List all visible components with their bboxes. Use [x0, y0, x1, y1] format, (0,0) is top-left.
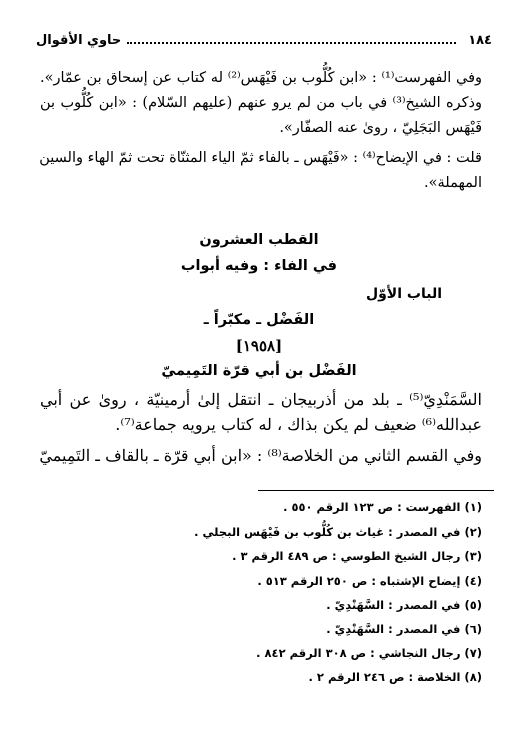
footnote: (٢) في المصدر : غياث بن كُلُّوب بن فَيْهَس البجلي . — [194, 525, 482, 539]
entry-number: [١٩٥٨] — [235, 337, 283, 355]
body-line: وفي القسم الثاني من الخلاصة⁽⁸⁾ : «ابن أبي قرّة ـ بالقاف ـ التَمِيميّ — [39, 446, 482, 465]
body-line: السَّمَنْدِيّ⁽⁵⁾ ـ بلد من أذربيجان ـ انتقل إلىٰ أرمينيّة ، روىٰ عن أبي — [40, 390, 482, 409]
header-leader-dots — [127, 42, 456, 44]
body-line: المهملة». — [424, 175, 482, 191]
body-line: وفي الفهرست⁽¹⁾ : «ابن كُلُّوب بن فَيْهَس⁽²⁾ له كتاب عن إسحاق بن عمّار». — [40, 70, 483, 86]
footnote: (٣) رجال الشيخ الطوسي : ص ٤٨٩ الرقم ٣ . — [232, 549, 482, 563]
body-line: وذكره الشيخ⁽³⁾ في باب من لم يرو عنهم (عليهم السّلام) : «ابن كُلُّوب بن — [40, 95, 482, 111]
footnote: (٦) في المصدر : السَّهَنْدِيّ . — [326, 622, 482, 636]
footnote: (٤) إيضاح الإشتباه : ص ٢٥٠ الرقم ٥١٣ . — [257, 574, 482, 588]
entry-name-heading: الفَضْل بن أبي قرّة التَمِيميّ — [161, 363, 357, 379]
body-line: قلت : في الإيضاح⁽⁴⁾ : «فَيْهَس ـ بالفاء ثمّ الياء المثنّاة تحت ثمّ الهاء والسين — [39, 150, 482, 166]
footnote: (٨) الخلاصة : ص ٢٤٦ الرقم ٢ . — [308, 670, 482, 684]
footnote: (١) الفهرست : ص ١٢٣ الرقم ٥٥٠ . — [283, 500, 482, 514]
chapter-heading: الباب الأوّل — [365, 286, 442, 302]
letter-heading: في الفاء : وفيه أبواب — [180, 258, 338, 274]
footnote: (٧) رجال النجاشي : ص ٣٠٨ الرقم ٨٤٢ . — [256, 646, 482, 660]
footnote-separator — [258, 490, 494, 491]
running-header — [36, 30, 492, 50]
running-title: حاوي الأقوال — [36, 32, 122, 48]
footnote: (٥) في المصدر : السَّهَنْدِيّ . — [326, 598, 482, 612]
subject-heading: الفَضْل ـ مكبّراً ـ — [203, 312, 315, 328]
page-number: ١٨٤ — [468, 32, 492, 48]
body-line: عبدالله⁽⁶⁾ ضعيف لم يكن بذاك ، له كتاب يرويه جماعة⁽⁷⁾. — [115, 415, 482, 434]
body-line: فَيْهَس البَجَلِيّ ، روىٰ عنه الصفّار». — [279, 120, 482, 136]
part-heading: القطب العشرون — [199, 232, 319, 248]
